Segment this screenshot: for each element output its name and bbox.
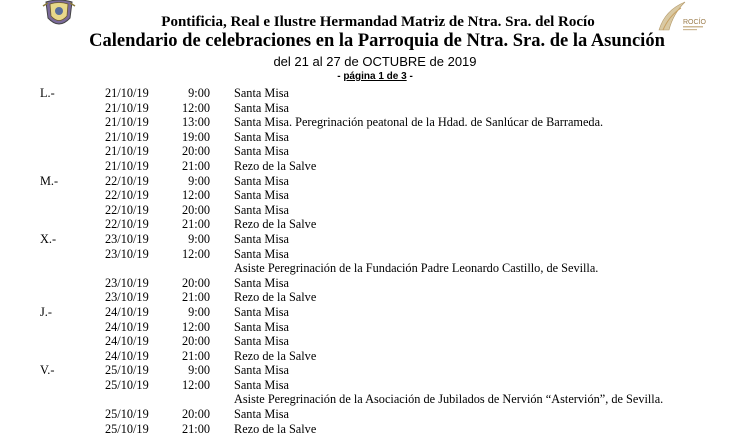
date-cell: 25/10/19 [105,363,149,378]
time-cell: 12:00 [181,377,210,392]
time-cell: 21:00 [181,290,210,305]
list-item [0,334,750,349]
description-cell: Rezo de la Salve [234,217,317,232]
description-cell: Santa Misa [234,173,289,188]
date-cell: 24/10/19 [105,348,149,363]
date-cell: 22/10/19 [105,173,149,188]
list-item [0,407,750,422]
time-cell: 9:00 [188,304,210,319]
celebration-list [0,86,750,436]
time-cell: 21:00 [181,348,210,363]
day-label: M.- [40,173,59,188]
time-cell: 20:00 [181,202,210,217]
list-item [0,217,750,232]
list-item [0,261,750,276]
time-cell: 13:00 [181,115,210,130]
list-item [0,305,750,320]
description-cell: Santa Misa [234,304,289,319]
description-cell: Santa Misa [234,231,289,246]
time-cell: 20:00 [181,275,210,290]
organization-name: Pontificia, Real e Ilustre Hermandad Matriz de Ntra. Sra. del Rocío [161,14,595,30]
description-cell: Rezo de la Salve [234,348,317,363]
list-item [0,86,750,101]
page-label: página 1 de 3 [343,71,407,82]
description-cell: Santa Misa [234,86,289,100]
description-cell: Santa Misa [234,144,289,159]
document-header [0,13,750,84]
day-label: J.- [40,304,52,319]
time-cell: 12:00 [181,319,210,334]
description-cell: Santa Misa [234,246,289,261]
description-cell: Santa Misa [234,377,289,392]
description-cell: Santa Misa [234,188,289,203]
date-range: del 21 al 27 de OCTUBRE de 2019 [273,54,477,69]
time-cell: 21:00 [181,158,210,173]
date-cell: 21/10/19 [105,158,149,173]
date-cell: 21/10/19 [105,86,149,100]
description-cell: Asiste Peregrinación de la Asociación de Jubilados de Nervión “Astervión”, de Sevilla. [234,392,664,407]
date-cell: 24/10/19 [105,319,149,334]
description-cell: Santa Misa [234,407,289,422]
date-cell: 22/10/19 [105,217,149,232]
description-cell: Santa Misa [234,363,289,378]
list-item [0,363,750,378]
date-cell: 23/10/19 [105,231,149,246]
time-cell: 21:00 [181,217,210,232]
list-item [0,144,750,159]
list-item [0,188,750,203]
time-cell: 9:00 [188,173,210,188]
date-cell: 25/10/19 [105,421,149,436]
list-item [0,320,750,335]
description-cell: Rezo de la Salve [234,290,317,305]
list-item [0,422,750,436]
description-cell: Santa Misa [234,319,289,334]
date-cell: 24/10/19 [105,334,149,349]
list-item [0,159,750,174]
list-item [0,290,750,305]
time-cell: 12:00 [181,188,210,203]
list-item [0,247,750,262]
description-cell: Santa Misa [234,100,289,115]
time-cell: 19:00 [181,129,210,144]
description-cell: Santa Misa [234,275,289,290]
page-suffix: - [406,71,413,82]
list-item [0,174,750,189]
date-cell: 25/10/19 [105,407,149,422]
page-prefix: - [337,71,344,82]
date-cell: 23/10/19 [105,246,149,261]
date-cell: 25/10/19 [105,377,149,392]
time-cell: 12:00 [181,100,210,115]
page-indicator [0,70,750,84]
calendar-title: Calendario de celebraciones en la Parroquia de Ntra. Sra. de la Asunción [89,31,665,51]
list-item [0,101,750,116]
date-cell: 21/10/19 [105,100,149,115]
time-cell: 9:00 [188,363,210,378]
date-cell: 21/10/19 [105,129,149,144]
time-cell: 12:00 [181,246,210,261]
description-cell: Rezo de la Salve [234,421,317,436]
date-cell: 23/10/19 [105,275,149,290]
list-item [0,349,750,364]
date-cell: 22/10/19 [105,188,149,203]
list-item [0,276,750,291]
day-label: X.- [40,231,57,246]
description-cell: Asiste Peregrinación de la Fundación Padre Leonardo Castillo, de Sevilla. [234,261,599,276]
list-item [0,130,750,145]
rocio-logo-text: ROCÍO [683,19,706,26]
time-cell: 9:00 [188,86,210,100]
day-label: V.- [40,363,55,378]
time-cell: 20:00 [181,334,210,349]
list-item [0,115,750,130]
description-cell: Santa Misa [234,129,289,144]
time-cell: 20:00 [181,407,210,422]
date-cell: 24/10/19 [105,304,149,319]
time-cell: 9:00 [188,231,210,246]
time-cell: 21:00 [181,421,210,436]
list-item [0,392,750,407]
description-cell: Rezo de la Salve [234,158,317,173]
date-cell: 21/10/19 [105,144,149,159]
day-label: L.- [40,86,55,100]
date-cell: 21/10/19 [105,115,149,130]
date-cell: 22/10/19 [105,202,149,217]
list-item [0,232,750,247]
list-item [0,378,750,393]
date-cell: 23/10/19 [105,290,149,305]
description-cell: Santa Misa [234,202,289,217]
description-cell: Santa Misa. Peregrinación peatonal de la Hdad. de Sanlúcar de Barrameda. [234,115,604,130]
time-cell: 20:00 [181,144,210,159]
description-cell: Santa Misa [234,334,289,349]
list-item [0,203,750,218]
